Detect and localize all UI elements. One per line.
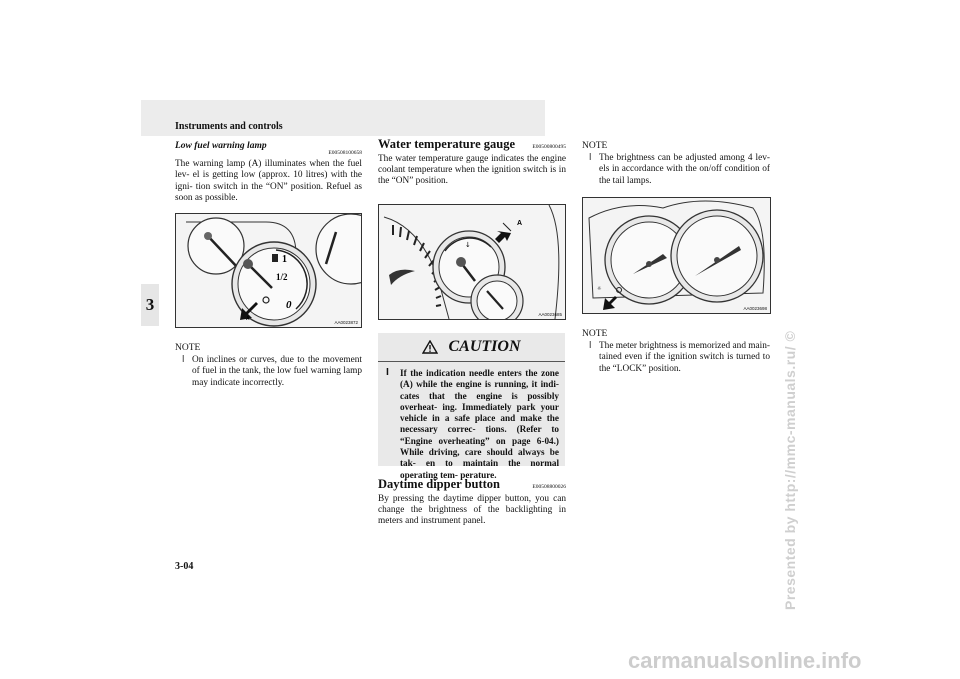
water-temp-heading: Water temperature gauge	[378, 137, 515, 151]
fuel-figure-code: AA0023872	[334, 320, 358, 325]
caution-box	[378, 333, 565, 480]
caution-text: If the indication needle enters the zone (A) while the engine is running, it indi- cates that the engine is possibly overheat- ing. Immediately park your vehicle in a safe place and make the necessary correc- tions. (Refer to “Engine overheating” on page 6-04.) While driving, care should always be tak- en to maintain the normal operating tem- perature.	[400, 368, 559, 480]
dipper-figure-code: AA0023698	[743, 306, 767, 311]
caution-item	[384, 368, 559, 481]
water-temp-figure-code: AA0023685	[538, 312, 562, 317]
brightness-note-text: The brightness can be adjusted among 4 lev- els in accordance with the on/off condition of the tail lamps.	[599, 153, 770, 186]
low-fuel-note-text: On inclines or curves, due to the movement of fuel in the tank, the low fuel warning lamp may indicate incorrectly.	[192, 355, 362, 388]
memory-note-item	[582, 341, 770, 375]
fuel-half-mark: 1/2	[276, 272, 288, 282]
water-temp-body: The water temperature gauge indicates the engine coolant temperature when the ignition switch is in the “ON” position.	[378, 154, 566, 187]
svg-text:↓: ↓	[465, 241, 471, 249]
water-temp-section	[378, 139, 566, 188]
fuel-gauge-illustration	[176, 214, 361, 327]
water-temp-code: E00500800495	[532, 144, 566, 150]
water-temp-illustration	[379, 205, 565, 319]
dipper-code: E00508800026	[532, 484, 566, 490]
dipper-body: By pressing the daytime dipper button, you can change the brightness of the backlighting in meters and instrument panel.	[378, 494, 566, 527]
dipper-heading: Daytime dipper button	[378, 477, 501, 491]
low-fuel-note	[175, 343, 362, 389]
low-fuel-code: E00508100658	[328, 150, 362, 157]
low-fuel-heading: Low fuel warning lamp	[175, 141, 267, 151]
low-fuel-body: The warning lamp (A) illuminates when the fuel lev- el is getting low (approx. 10 litres) with the igni- tion switch in the “ON” position. Refuel as soon as possible.	[175, 159, 362, 203]
bullet-icon: l	[589, 341, 592, 352]
fuel-gauge-figure	[175, 213, 362, 328]
dipper-button-illustration	[583, 198, 770, 313]
dipper-section	[378, 479, 566, 528]
water-temp-figure	[378, 204, 566, 320]
memory-note	[582, 329, 770, 375]
low-fuel-section	[175, 141, 362, 204]
side-watermark: Presented by http://mmc-manuals.ru/ ©	[782, 330, 798, 610]
chapter-tab: 3	[141, 284, 159, 326]
fuel-full-mark: 1	[282, 254, 287, 265]
caution-title: CAUTION	[448, 338, 521, 355]
low-fuel-note-item	[175, 355, 362, 389]
low-fuel-note-label: NOTE	[175, 343, 201, 353]
brightness-note-item	[582, 153, 770, 187]
brightness-note-label: NOTE	[582, 141, 608, 151]
warning-triangle-icon	[422, 340, 438, 354]
section-header-title: Instruments and controls	[175, 121, 283, 132]
footer-site-watermark: carmanualsonline.info	[628, 648, 862, 673]
bullet-icon: l	[182, 355, 185, 366]
memory-note-text: The meter brightness is memorized and main- tained even if the ignition switch is turned to the “LOCK” position.	[599, 341, 770, 374]
memory-note-label: NOTE	[582, 329, 608, 339]
dipper-button-figure	[582, 197, 771, 314]
caution-header	[378, 333, 565, 362]
caution-body	[378, 362, 565, 481]
bullet-icon: l	[589, 153, 592, 164]
svg-text:☼: ☼	[597, 286, 602, 292]
brightness-note	[582, 141, 770, 187]
fuel-empty-mark: 0	[286, 299, 292, 311]
fuel-lamp-label-a: A	[246, 316, 250, 322]
temp-zone-label-a: A	[517, 220, 523, 227]
bullet-icon: l	[386, 368, 389, 378]
page-number: 3-04	[175, 561, 194, 572]
